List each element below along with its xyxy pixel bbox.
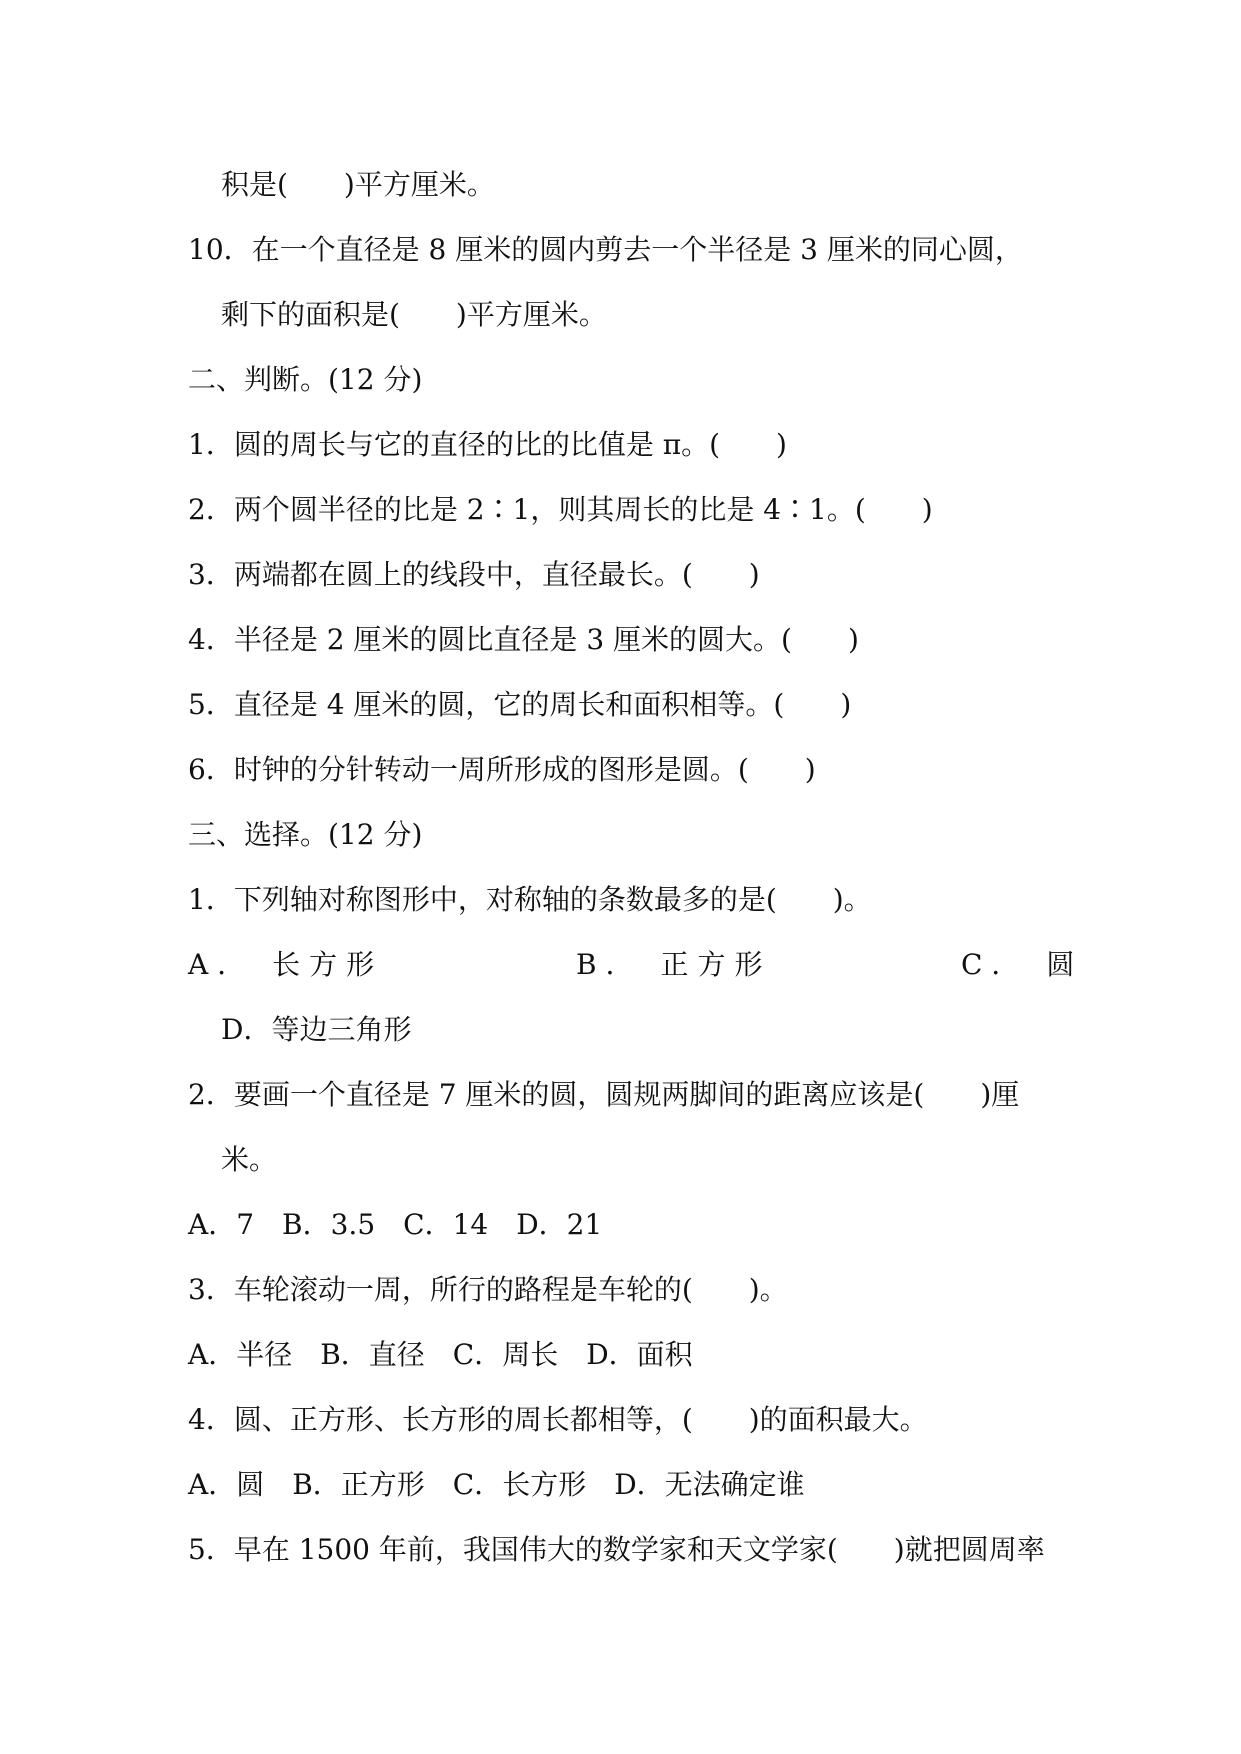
section-heading-judgment: 二、判断。(12 分) xyxy=(188,363,423,396)
judgment-4: 4．半径是 2 厘米的圆比直径是 3 厘米的圆大。( ) xyxy=(188,623,859,656)
choice-2: 2．要画一个直径是 7 厘米的圆，圆规两脚间的距离应该是( )厘 xyxy=(188,1078,1020,1111)
option-b: B． 正方形 xyxy=(576,948,772,981)
section-heading-choice: 三、选择。(12 分) xyxy=(188,818,423,851)
judgment-5: 5．直径是 4 厘米的圆，它的周长和面积相等。( ) xyxy=(188,688,852,721)
option-c: C． 圆 xyxy=(961,948,1084,981)
q9-continuation: 积是( )平方厘米。 xyxy=(221,168,495,201)
choice-3: 3．车轮滚动一周，所行的路程是车轮的( )。 xyxy=(188,1273,788,1306)
judgment-6: 6．时钟的分针转动一周所形成的图形是圆。( ) xyxy=(188,753,816,786)
choice-1-options xyxy=(0,932,1241,997)
option-a: A． 长方形 xyxy=(188,948,384,981)
judgment-3: 3．两端都在圆上的线段中，直径最长。( ) xyxy=(188,558,760,591)
option-d: D．等边三角形 xyxy=(221,1013,412,1046)
q10-continuation: 剩下的面积是( )平方厘米。 xyxy=(221,298,607,331)
choice-4-options: A．圆 B．正方形 C．长方形 D．无法确定谁 xyxy=(188,1468,805,1501)
judgment-2: 2．两个圆半径的比是 2∶1，则其周长的比是 4∶1。( ) xyxy=(188,493,933,526)
choice-1: 1．下列轴对称图形中，对称轴的条数最多的是( )。 xyxy=(188,883,872,916)
choice-2-continuation: 米。 xyxy=(221,1143,278,1176)
judgment-1: 1．圆的周长与它的直径的比的比值是 π。( ) xyxy=(188,428,787,461)
choice-5: 5．早在 1500 年前，我国伟大的数学家和天文学家( )就把圆周率 xyxy=(188,1533,1045,1566)
question-10: 10．在一个直径是 8 厘米的圆内剪去一个半径是 3 厘米的同心圆， xyxy=(188,233,1023,266)
choice-2-options: A．7 B．3.5 C．14 D．21 xyxy=(188,1208,603,1241)
choice-3-options: A．半径 B．直径 C．周长 D．面积 xyxy=(188,1338,693,1371)
document-page xyxy=(0,152,1241,1582)
choice-4: 4．圆、正方形、长方形的周长都相等，( )的面积最大。 xyxy=(188,1403,928,1436)
